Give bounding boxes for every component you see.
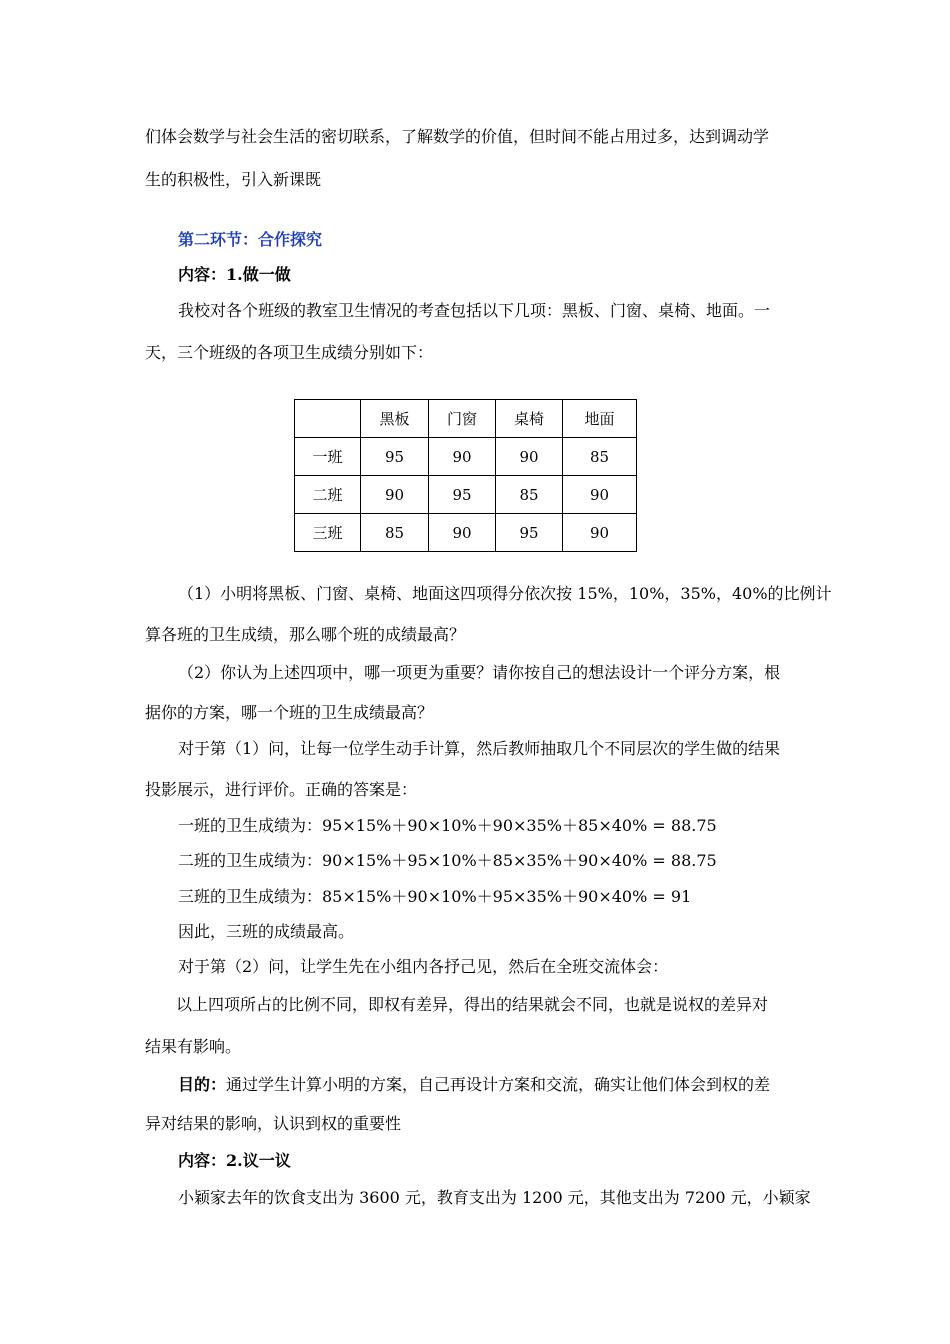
table-cell: 85: [361, 514, 429, 552]
purpose-text: 通过学生计算小明的方案，自己再设计方案和交流，确实让他们体会到权的差: [226, 1075, 771, 1094]
table-cell: 一班: [295, 438, 361, 476]
section-heading: 第二环节：合作探究: [178, 230, 323, 249]
answer-2-line-2: 以上四项所占的比例不同，即权有差异，得出的结果就会不同，也就是说权的差异对: [176, 995, 769, 1014]
paragraph-1-line-1: 我校对各个班级的教室卫生情况的考查包括以下几项：黑板、门窗、桌椅、地面。一: [178, 301, 771, 320]
intro-line-2: 生的积极性，引入新课既: [145, 170, 322, 189]
table-cell: 90: [496, 438, 563, 476]
table-row: [295, 476, 637, 514]
question-1-line-2: 算各班的卫生成绩，那么哪个班的成绩最高？: [145, 625, 466, 644]
conclusion-text: 因此，三班的成绩最高。: [178, 922, 355, 941]
table-cell: 90: [429, 514, 496, 552]
table-cell: 二班: [295, 476, 361, 514]
calculation-class-1: 一班的卫生成绩为：95×15%＋90×10%＋90×35%＋85×40% = 88.75: [178, 816, 717, 835]
purpose-line-2: 异对结果的影响，认识到权的重要性: [145, 1114, 402, 1133]
intro-line-1: 们体会数学与社会生活的密切联系，了解数学的价值，但时间不能占用过多，达到调动学: [145, 127, 770, 146]
question-1-line-1: （1）小明将黑板、门窗、桌椅、地面这四项得分依次按 15%，10%，35%，40%的比例计: [178, 584, 832, 603]
content-1-label: 内容：1.做一做: [178, 265, 291, 284]
table-header-row: [295, 400, 637, 438]
table-cell: 90: [429, 438, 496, 476]
content-2-label: 内容：2.议一议: [178, 1151, 291, 1170]
calculation-class-3: 三班的卫生成绩为：85×15%＋90×10%＋95×35%＋90×40% = 91: [178, 887, 692, 906]
table-cell: 90: [361, 476, 429, 514]
table-row: [295, 438, 637, 476]
answer-1-line-2: 投影展示，进行评价。正确的答案是：: [145, 780, 418, 799]
table-header-cell: 门窗: [429, 400, 496, 438]
table-cell: 95: [361, 438, 429, 476]
table-cell: 95: [496, 514, 563, 552]
question-2-line-2: 据你的方案，哪一个班的卫生成绩最高？: [145, 703, 434, 722]
hygiene-score-table: [294, 399, 637, 552]
answer-2-line-3: 结果有影响。: [145, 1037, 242, 1056]
table-cell: 85: [563, 438, 637, 476]
answer-2-line-1: 对于第（2）问，让学生先在小组内各抒己见，然后在全班交流体会：: [178, 957, 669, 976]
table-header-cell: 黑板: [361, 400, 429, 438]
content-2-line-1: 小颖家去年的饮食支出为 3600 元，教育支出为 1200 元，其他支出为 7200 元，小颖家: [178, 1188, 811, 1207]
table-cell: 90: [563, 476, 637, 514]
table-row: [295, 514, 637, 552]
table-cell: 90: [563, 514, 637, 552]
table-header-cell: 桌椅: [496, 400, 563, 438]
table-header-cell: [295, 400, 361, 438]
table-cell: 95: [429, 476, 496, 514]
question-2-line-1: （2）你认为上述四项中，哪一项更为重要？请你按自己的想法设计一个评分方案，根: [178, 663, 781, 682]
purpose-label: 目的：: [178, 1075, 227, 1094]
paragraph-1-line-2: 天，三个班级的各项卫生成绩分别如下：: [145, 343, 434, 362]
answer-1-line-1: 对于第（1）问，让每一位学生动手计算，然后教师抽取几个不同层次的学生做的结果: [178, 739, 781, 758]
table-header-cell: 地面: [563, 400, 637, 438]
table-cell: 三班: [295, 514, 361, 552]
calculation-class-2: 二班的卫生成绩为：90×15%＋95×10%＋85×35%＋90×40% = 88.75: [178, 851, 717, 870]
purpose-line-1: [178, 1075, 770, 1095]
table-cell: 85: [496, 476, 563, 514]
